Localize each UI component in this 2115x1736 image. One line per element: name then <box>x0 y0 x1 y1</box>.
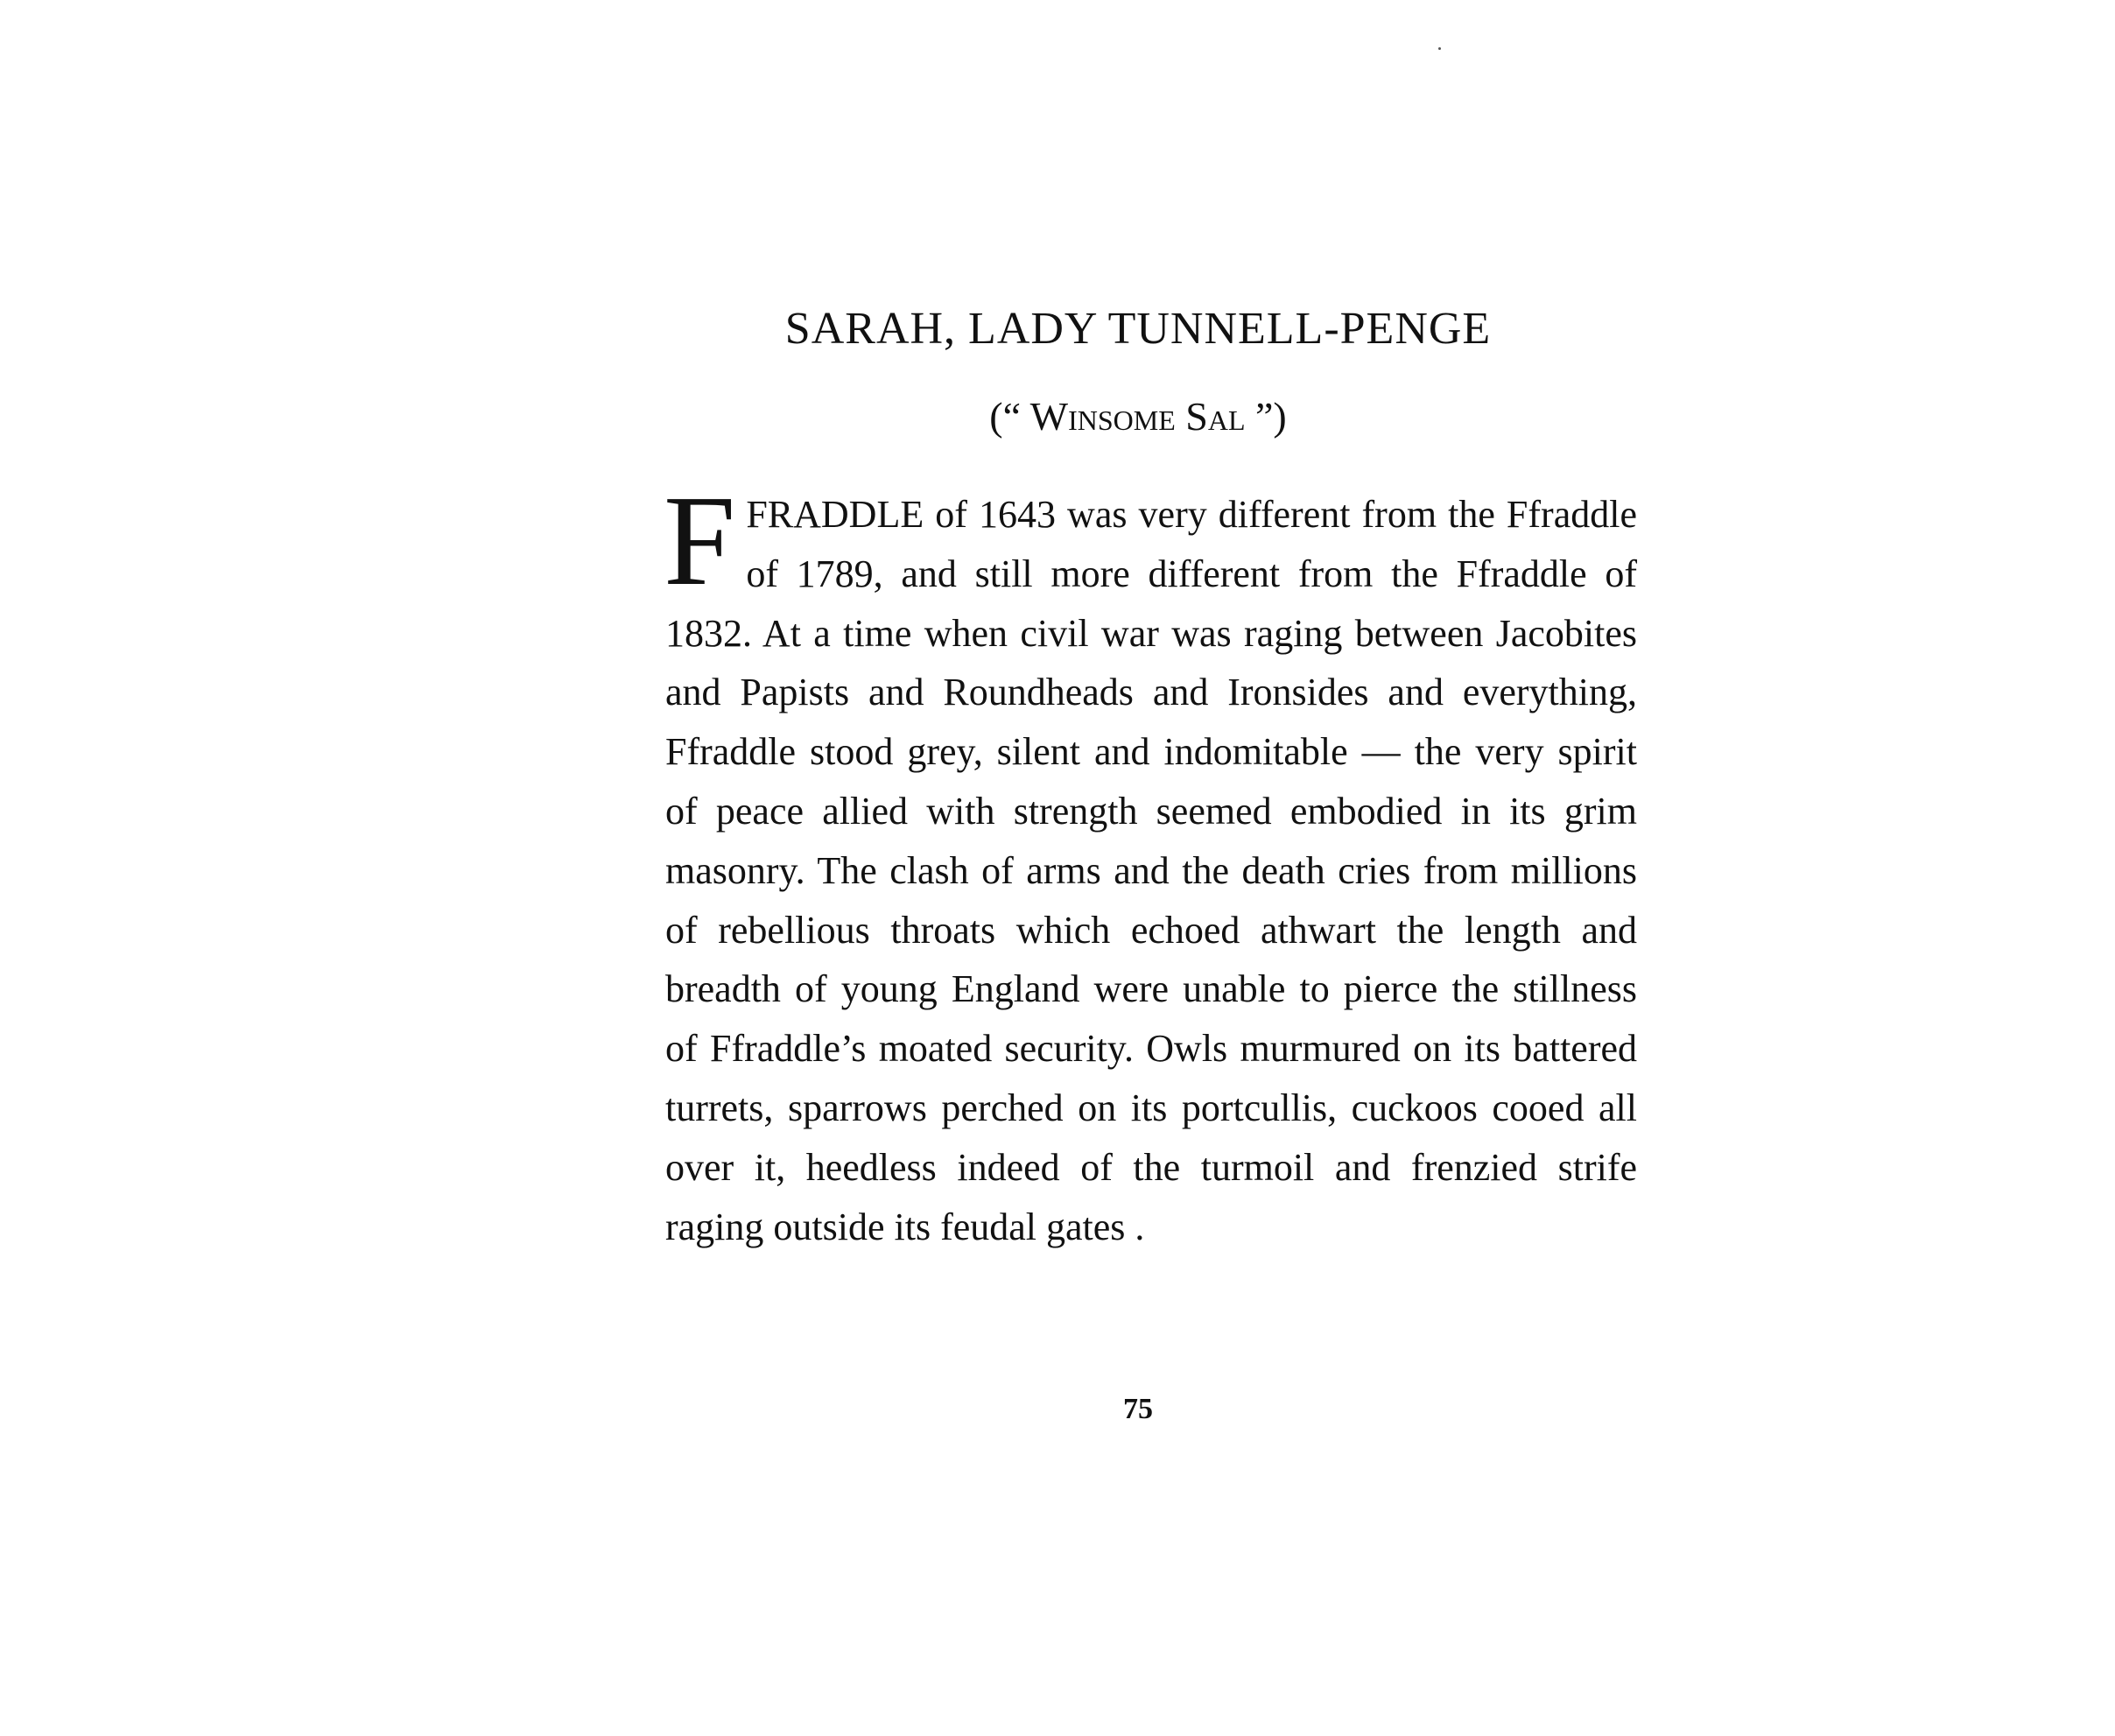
drop-cap: F <box>664 469 736 613</box>
chapter-subtitle: (“ Winsome Sal ”) <box>989 394 1287 439</box>
chapter-title: SARAH, LADY TUNNELL-PENGE <box>784 304 1492 354</box>
page-number: 75 <box>1123 1393 1153 1425</box>
lead-in-word: FRADDLE <box>746 493 924 536</box>
body-paragraph <box>664 469 1637 1256</box>
ink-speck <box>1438 47 1441 50</box>
paragraph-text: of 1643 was very different from the Ffraddle of 1789, and still more different from the Ffraddle of 1832. At a time when civil war was raging between Jacobites and Papists and Roundheads and Ironsides and everything, Ffraddle stood grey, silent and indomitable — the very spirit of peace allied with strength seemed embodied in its grim masonry. The clash of arms and the death cries from millions of rebellious throats which echoed athwart the length and breadth of young England were unable to pierce the stillness of Ffraddle’s moated security. Owls murmured on its battered turrets, sparrows perched on its portcullis, cuckoos cooed all over it, heedless indeed of the turmoil and frenzied strife raging outside its feudal gates . <box>665 493 1637 1248</box>
